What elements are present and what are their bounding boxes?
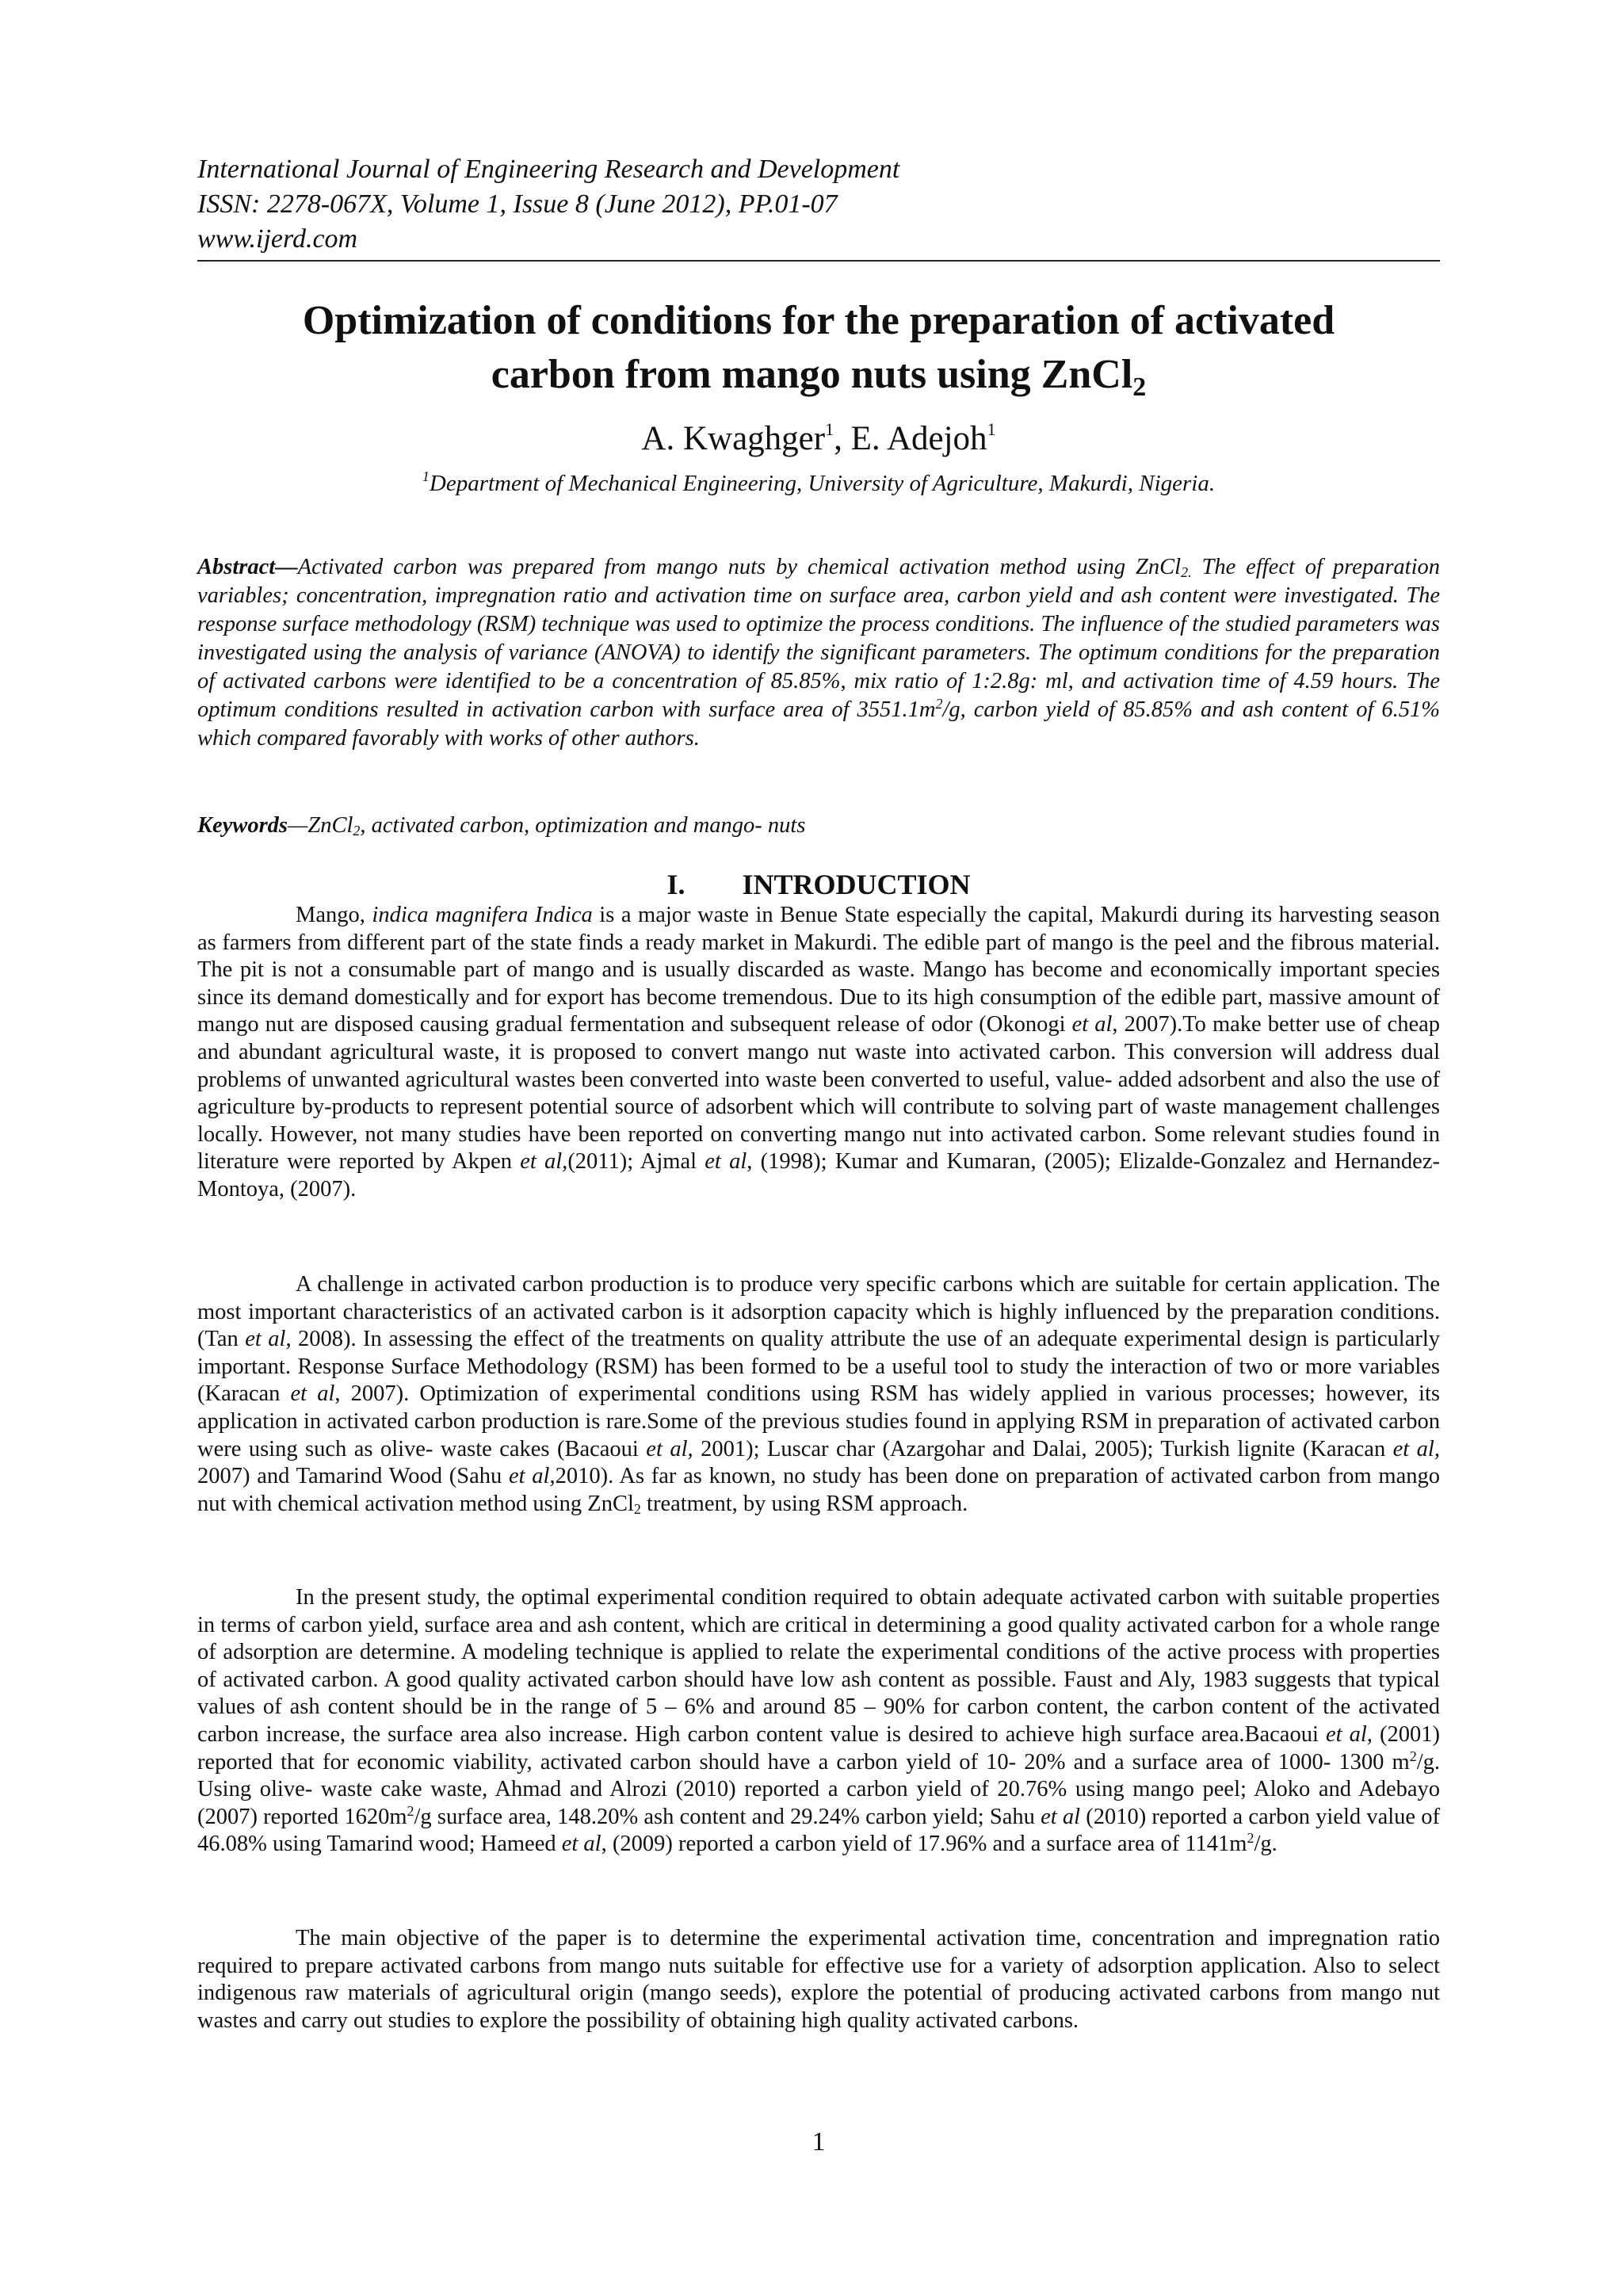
- paragraph-text: [197, 1271, 1440, 1518]
- text-run: 2007) and Tamarind Wood (Sahu: [197, 1464, 509, 1489]
- keywords-subscript: 2: [353, 823, 361, 839]
- text-run: In the present study, the optimal experimental condition required to obtain adequate activated carbon with suitable properties in terms of carbon yield, surface area and ash content, which are critical in determining a good quality activated carbon for a whole range of adsorption are determine. A modeling technique is applied to relate the experimental conditions of the active process with properties of activated carbon. A good quality activated carbon should have low ash content as possible. Faust and Aly, 1983 suggests that typical values of ash content should be in the range of 5 – 6% and around 85 – 90% for carbon content, the carbon content of the activated carbon increase, the surface area also increase. High carbon content value is desired to achieve high surface area.Bacaoui: [197, 1585, 1440, 1747]
- keywords-text-2: , activated carbon, optimization and mango- nuts: [360, 813, 806, 838]
- text-run: (2010) reported a carbon yield value of 46.08% using Tamarind wood; Hameed: [197, 1804, 1440, 1857]
- text-run: Mango,: [296, 903, 372, 927]
- abstract-text-3: /g, carbon yield of 85.85% and ash content of 6.51% which compared favorably with works of other authors.: [197, 697, 1440, 751]
- text-run: /g surface area, 148.20% ash content and 29.24% carbon yield; Sahu: [414, 1804, 1041, 1829]
- italic-run: et al: [1071, 1012, 1113, 1037]
- text-run: is a major waste in Benue State especially the capital, Makurdi during its harvesting season as farmers from different part of the state finds a ready market in Makurdi. The edible part of mango is the peel and the fibrous material. The pit is not a consumable part of mango and is usually discarded as waste. Mango has become and economically important species since its demand domestically and for export has become tremendous. Due to its high consumption of the edible part, massive amount of mango nut are disposed causing gradual fermentation and subsequent release of odor (Okonogi: [197, 903, 1440, 1037]
- author-1: A. Kwaghger: [641, 420, 826, 457]
- text-run: , 2007).To make better use of cheap and abundant agricultural waste, it is proposed to convert mango nut waste into activated carbon. This conversion will address dual problems of unwanted agricultural wastes been converted into waste been converted to useful, value- added adsorbent and also the use of agriculture by-products to represent potential source of adsorbent which will contribute to solving part of waste management challenges locally. However, not many studies have been reported on converting mango nut into activated carbon. Some relevant studies found in literature were reported by Akpen: [197, 1012, 1440, 1175]
- keywords: [197, 812, 1440, 840]
- section-number: I.: [666, 869, 685, 900]
- author-separator: ,: [834, 420, 851, 457]
- intro-paragraph-4: [197, 1925, 1440, 2034]
- title-line-2-main: carbon from mango nuts using ZnCl: [491, 352, 1133, 397]
- italic-run: indica magnifera Indica: [372, 903, 593, 927]
- subscript: 2: [633, 1500, 641, 1517]
- abstract-text-1: Activated carbon was prepared from mango nuts by chemical activation method using ZnCl: [297, 555, 1182, 579]
- journal-issn: ISSN: 2278-067X, Volume 1, Issue 8 (June 2012), PP.01-07: [197, 189, 838, 219]
- journal-header: [197, 152, 1440, 262]
- paper-title: [197, 294, 1440, 402]
- text-run: treatment, by using RSM approach.: [640, 1491, 968, 1516]
- intro-paragraph-1: [197, 902, 1440, 1204]
- paragraph-text: [197, 1584, 1440, 1859]
- text-run: , 2008). In assessing the effect of the treatments on quality attribute the use of an adequate experimental design is particularly important. Response Surface Methodology (RSM) has been formed to be a useful tool to study the interaction of two or more variables (Karacan: [197, 1327, 1441, 1407]
- text-run: /g.: [1254, 1832, 1277, 1857]
- abstract-dash: —: [275, 555, 298, 579]
- affiliation-mark: 1: [422, 468, 430, 484]
- text-run: , (2001) reported that for economic viability, activated carbon should have a carbon yield of 10- 20% and a surface area of 1000- 1300 m: [197, 1721, 1440, 1775]
- abstract: [197, 553, 1440, 753]
- italic-run: et al: [245, 1327, 286, 1352]
- text-run: 2001); Luscar char (Azargohar and Dalai, 2005); Turkish lignite (Karacan: [693, 1436, 1393, 1461]
- text-run: ,2010). As far as known, no study has been done on preparation of activated carbon from mango nut with chemical activation method using ZnCl: [197, 1464, 1440, 1516]
- italic-run: et al: [1041, 1804, 1081, 1829]
- keywords-dash: —: [288, 813, 308, 838]
- journal-name: International Journal of Engineering Research and Development: [197, 155, 900, 184]
- superscript: 2: [1409, 1748, 1417, 1764]
- title-line-2: [197, 348, 1440, 402]
- journal-website[interactable]: www.ijerd.com: [197, 224, 358, 254]
- superscript: 2: [1247, 1830, 1254, 1847]
- italic-run: et al: [561, 1832, 601, 1857]
- text-run: A challenge in activated carbon production is to produce very specific carbons which are suitable for certain application. The most important characteristics of an activated carbon is it adsorption capacity which is highly influenced by the preparation conditions. (Tan: [197, 1272, 1440, 1352]
- paragraph-text: The main objective of the paper is to determine the experimental activation time, concentration and impregnation ratio required to prepare activated carbons from mango nuts suitable for effective use for a variety of adsorption application. Also to select indigenous raw materials of agricultural origin (mango seeds), explore the potential of producing activated carbons from mango nut wastes and carry out studies to explore the possibility of obtaining high quality activated carbons.: [197, 1926, 1440, 2033]
- keywords-label: Keywords: [197, 813, 288, 838]
- author-list: [197, 417, 1440, 461]
- intro-paragraph-2: [197, 1271, 1440, 1518]
- text-run: , (1998); Kumar and Kumaran, (2005); Elizalde-Gonzalez and Hernandez- Montoya, (2007).: [197, 1149, 1440, 1201]
- italic-run: et al: [705, 1149, 747, 1175]
- abstract-label: Abstract: [197, 555, 276, 579]
- affiliation-text: Department of Mechanical Engineering, University of Agriculture, Makurdi, Nigeria.: [429, 471, 1216, 496]
- superscript: 2: [407, 1802, 414, 1819]
- title-line-1: Optimization of conditions for the preparation of activated: [302, 298, 1335, 343]
- italic-run: et al,: [646, 1436, 693, 1461]
- author-2-affiliation-mark: 1: [987, 419, 996, 439]
- italic-run: et al: [508, 1464, 550, 1489]
- italic-run: et al: [1325, 1721, 1367, 1747]
- italic-run: et al,: [1392, 1436, 1440, 1461]
- section-heading-introduction: [197, 866, 1440, 903]
- section-title: INTRODUCTION: [742, 869, 971, 900]
- text-run: , 2007). Optimization of experimental conditions using RSM has widely applied in various processes; however, its application in activated carbon production is rare.Some of the previous studies found in applying RSM in preparation of activated carbon were using such as olive- waste cakes (Bacaoui: [197, 1381, 1440, 1461]
- text-run: , (2009) reported a carbon yield of 17.96% and a surface area of 1141m: [601, 1832, 1247, 1857]
- italic-run: et al: [290, 1381, 335, 1407]
- text-run: (2011); Ajmal: [567, 1149, 705, 1175]
- abstract-text-2: The effect of preparation variables; concentration, impregnation ratio and activation time on surface area, carbon yield and ash content were investigated. The response surface methodology (RSM) technique was used to optimize the process conditions. The influence of the studied parameters was investigated using the analysis of variance (ANOVA) to identify the significant parameters. The optimum conditions for the preparation of activated carbons were identified to be a concentration of 85.85%, mix ratio of 1:2.8g: ml, and activation time of 4.59 hours. The optimum conditions resulted in activation carbon with surface area of 3551.1m: [197, 555, 1441, 722]
- page-number: 1: [812, 2127, 826, 2157]
- intro-paragraph-3: [197, 1584, 1440, 1859]
- abstract-superscript: 2: [935, 696, 943, 712]
- affiliation: [197, 468, 1440, 499]
- author-2: E. Adejoh: [850, 420, 987, 457]
- abstract-subscript: 2.: [1181, 564, 1192, 580]
- author-1-affiliation-mark: 1: [825, 419, 834, 439]
- title-subscript: 2: [1132, 372, 1147, 402]
- italic-run: et al,: [520, 1149, 568, 1175]
- keywords-text-1: ZnCl: [307, 813, 353, 838]
- paragraph-text: [197, 902, 1440, 1204]
- text-run: /g. Using olive- waste cake waste, Ahmad and Alrozi (2010) reported a carbon yield of 20.76% using mango peel; Aloko and Adebayo (2007) reported 1620m: [197, 1749, 1440, 1829]
